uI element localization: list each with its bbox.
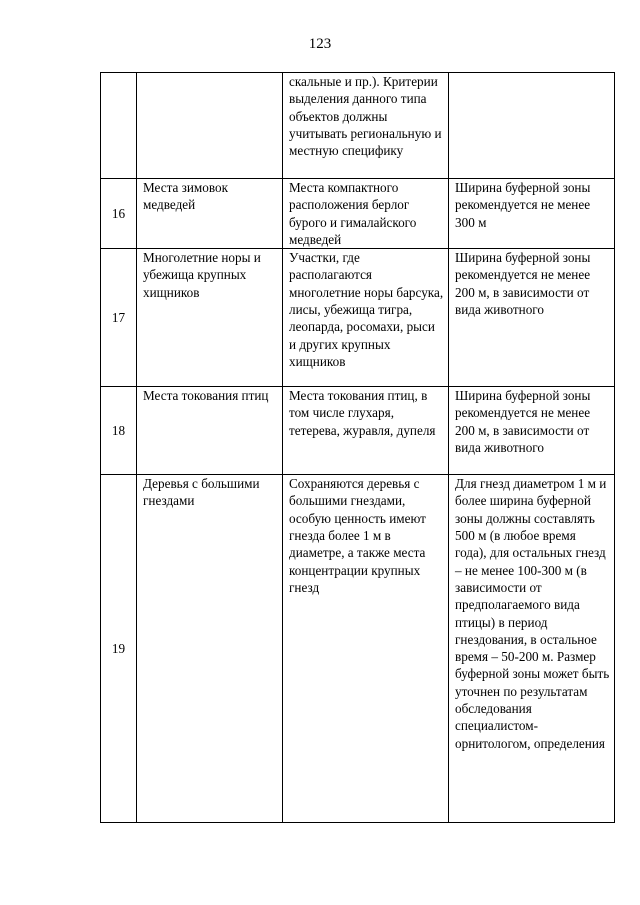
description-cell: Места компактного расположения берлог бурого и гималайского медведей (283, 179, 449, 249)
object-name-cell: Деревья с большими гнездами (137, 475, 283, 823)
buffer-zone-cell (449, 73, 615, 179)
description-cell: Участки, где располагаются многолетние норы барсука, лисы, убежища тигра, леопарда, росомахи, рыси и других крупных хищников (283, 249, 449, 387)
object-name-cell: Многолетние норы и убежища крупных хищников (137, 249, 283, 387)
page-number: 123 (308, 36, 332, 52)
row-number: 18 (101, 387, 137, 475)
row-number: 17 (101, 249, 137, 387)
table-row (101, 179, 615, 249)
object-name-cell: Места зимовок медведей (137, 179, 283, 249)
description-cell: скальные и пр.). Критерии выделения данного типа объектов должны учитывать региональную и местную специфику (283, 73, 449, 179)
table-row (101, 475, 615, 823)
buffer-zone-cell: Для гнезд диаметром 1 м и более ширина буферной зоны должны составлять 500 м (в любое время года), для остальных гнезд – не менее 100-300 м (в зависимости от предполагаемого вида птицы) в период гнездования, в остальное время – 50-200 м. Размер буферной зоны может быть уточнен по результатам обследования специалистом-орнитологом, определения (449, 475, 615, 823)
buffer-zone-table (100, 72, 615, 823)
table-row (101, 73, 615, 179)
buffer-zone-cell: Ширина буферной зоны рекомендуется не менее 200 м, в зависимости от вида животного (449, 249, 615, 387)
object-name-cell: Места токования птиц (137, 387, 283, 475)
table-row (101, 249, 615, 387)
description-cell: Сохраняются деревья с большими гнездами, особую ценность имеют гнезда более 1 м в диаметре, а также места концентрации крупных гнезд (283, 475, 449, 823)
row-number: 19 (101, 475, 137, 823)
description-cell: Места токования птиц, в том числе глухаря, тетерева, журавля, дупеля (283, 387, 449, 475)
object-name-cell (137, 73, 283, 179)
table-row (101, 387, 615, 475)
row-number (101, 73, 137, 179)
buffer-zone-cell: Ширина буферной зоны рекомендуется не менее 200 м, в зависимости от вида животного (449, 387, 615, 475)
row-number: 16 (101, 179, 137, 249)
buffer-zone-cell: Ширина буферной зоны рекомендуется не менее 300 м (449, 179, 615, 249)
